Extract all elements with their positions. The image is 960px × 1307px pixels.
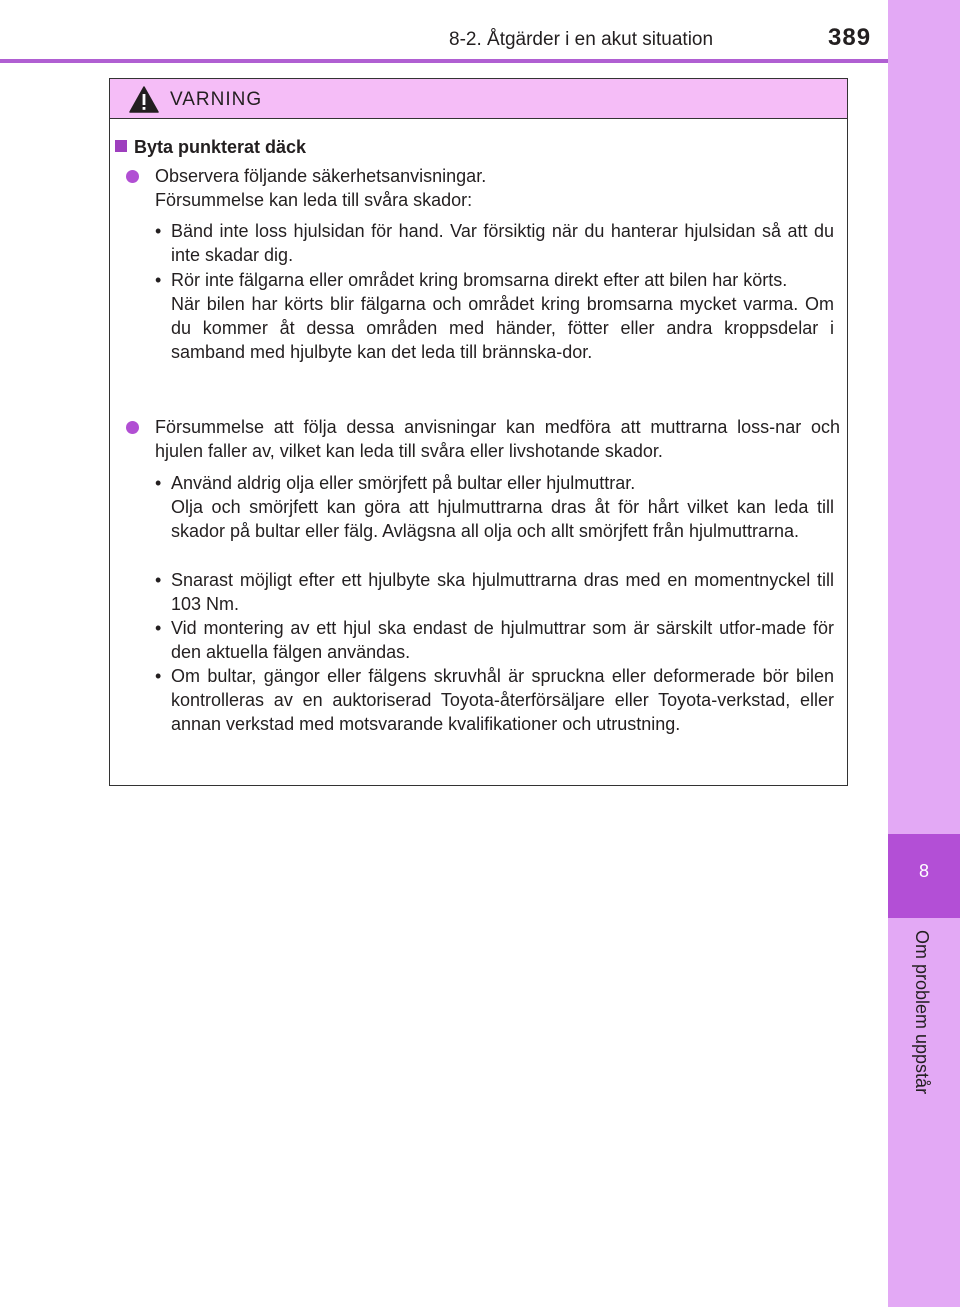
circle-bullet-icon bbox=[126, 421, 139, 434]
bullet-continuation: När bilen har körts blir fälgarna och området kring bromsarna mycket varma. Om du kommer åt dessa områden med händer, fötter eller andra kroppsdelar i samband med hjulbyte kan det leda till brännska-dor. bbox=[171, 294, 834, 362]
list-item bbox=[155, 616, 834, 664]
chapter-label: Om problem uppstår bbox=[912, 930, 932, 1095]
bullet-glyph: • bbox=[155, 666, 162, 686]
warning-box bbox=[109, 78, 848, 786]
square-bullet-icon bbox=[115, 140, 127, 152]
chapter-label-container bbox=[910, 930, 936, 1118]
warning-heading bbox=[115, 137, 306, 158]
point-1-line-2: Försummelse kan leda till svåra skador: bbox=[155, 190, 473, 210]
list-item bbox=[155, 471, 834, 543]
page-number: 389 bbox=[828, 24, 872, 51]
header-divider bbox=[0, 59, 888, 63]
bullet-text: Använd aldrig olja eller smörjfett på bultar eller hjulmuttrar. bbox=[171, 473, 636, 493]
circle-bullet-icon bbox=[126, 170, 139, 183]
warning-content bbox=[110, 79, 847, 785]
section-title: 8-2. Åtgärder i en akut situation bbox=[449, 29, 714, 50]
bullet-glyph: • bbox=[155, 618, 162, 638]
bullet-glyph: • bbox=[155, 473, 162, 493]
warning-heading-text: Byta punkterat däck bbox=[134, 137, 307, 157]
point-1-line-1: Observera följande säkerhetsanvisningar. bbox=[155, 166, 487, 186]
bullet-text: Bänd inte loss hjulsidan för hand. Var försiktig när du hanterar hjulsidan så att du inte skadar dig. bbox=[171, 221, 834, 265]
list-item bbox=[126, 415, 840, 463]
chapter-number: 8 bbox=[918, 861, 929, 881]
list-item bbox=[155, 268, 834, 364]
bullet-text: Om bultar, gängor eller fälgens skruvhål är spruckna eller deformerade bör bilen kontrolleras av en auktoriserad Toyota-återförsäljare eller Toyota-verkstad, eller annan verkstad med motsvarande kvalifikationer och utrustning. bbox=[171, 666, 834, 734]
bullet-text: Snarast möjligt efter ett hjulbyte ska hjulmuttrarna dras med en momentnyckel till 103 Nm. bbox=[171, 570, 834, 614]
list-item bbox=[155, 568, 834, 616]
bullet-text: Rör inte fälgarna eller området kring bromsarna direkt efter att bilen har körts. bbox=[171, 270, 788, 290]
bullet-glyph: • bbox=[155, 221, 162, 241]
warning-label: VARNING bbox=[170, 89, 263, 110]
point-2-text: Försummelse att följa dessa anvisningar kan medföra att muttrarna loss-nar och hjulen faller av, vilket kan leda till svåra eller livshotande skador. bbox=[155, 417, 840, 461]
bullet-glyph: • bbox=[155, 270, 162, 290]
list-item bbox=[126, 164, 840, 212]
bullet-glyph: • bbox=[155, 570, 162, 590]
bullet-continuation: Olja och smörjfett kan göra att hjulmuttrarna dras åt för hårt vilket kan leda till skador på bultar eller fälg. Avlägsna all olja och allt smörjfett från hjulmuttrarna. bbox=[171, 497, 834, 541]
bullet-text: Vid montering av ett hjul ska endast de hjulmuttrar som är särskilt utfor-made för den aktuella fälgen användas. bbox=[171, 618, 834, 662]
list-item bbox=[155, 219, 834, 267]
list-item bbox=[155, 664, 834, 736]
